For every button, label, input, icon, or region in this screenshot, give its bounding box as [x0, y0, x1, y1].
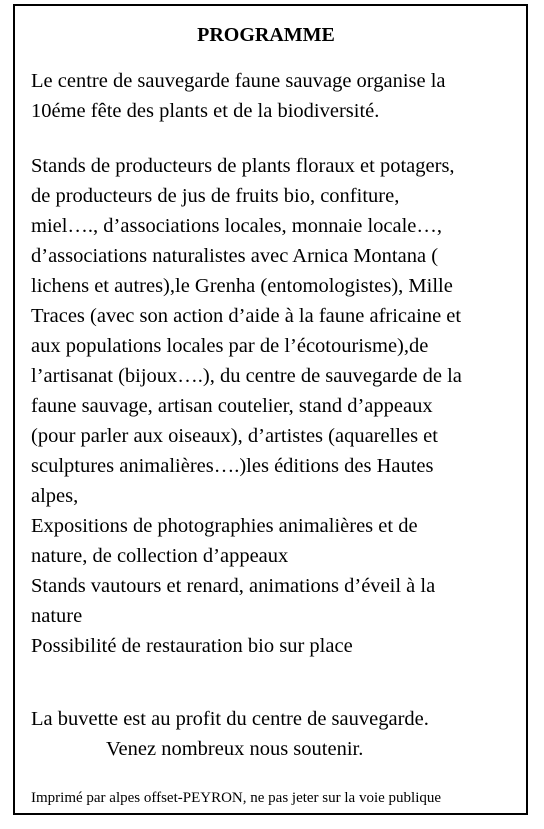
stands-line: (pour parler aux oiseaux), d’artistes (aquarelles et: [31, 425, 438, 447]
stands-line: l’artisanat (bijoux….), du centre de sauvegarde de la: [31, 365, 462, 387]
stands-paragraph: [31, 151, 521, 661]
stands-line: de producteurs de jus de fruits bio, confiture,: [31, 185, 400, 207]
printer-footer: Imprimé par alpes offset-PEYRON, ne pas jeter sur la voie publique: [31, 790, 442, 806]
vautours-line: Stands vautours et renard, animations d’éveil à la: [31, 575, 436, 597]
closing-line: La buvette est au profit du centre de sauvegarde.: [31, 708, 429, 730]
invitation-line: Venez nombreux nous soutenir.: [106, 738, 364, 760]
stands-line: Stands de producteurs de plants floraux et potagers,: [31, 155, 455, 177]
expositions-line: nature, de collection d’appeaux: [31, 545, 289, 567]
document-frame: [13, 4, 528, 815]
stands-line: faune sauvage, artisan coutelier, stand d’appeaux: [31, 395, 433, 417]
stands-line: Traces (avec son action d’aide à la faune africaine et: [31, 305, 462, 327]
vautours-line: nature: [31, 605, 83, 627]
intro-line: 10éme fête des plants et de la biodiversité.: [31, 100, 380, 122]
stands-line: aux populations locales par de l’écotourisme),de: [31, 335, 429, 357]
restauration-line: Possibilité de restauration bio sur place: [31, 635, 353, 657]
stands-line: d’associations naturalistes avec Arnica Montana (: [31, 245, 439, 267]
stands-line: alpes,: [31, 485, 79, 507]
stands-line: sculptures animalières….)les éditions des Hautes: [31, 455, 434, 477]
intro-paragraph: [31, 66, 521, 126]
expositions-line: Expositions de photographies animalières et de: [31, 515, 418, 537]
page-title: PROGRAMME: [197, 24, 335, 46]
intro-line: Le centre de sauvegarde faune sauvage organise la: [31, 70, 446, 92]
stands-line: lichens et autres),le Grenha (entomologistes), Mille: [31, 275, 453, 297]
stands-line: miel…., d’associations locales, monnaie locale…,: [31, 215, 443, 237]
